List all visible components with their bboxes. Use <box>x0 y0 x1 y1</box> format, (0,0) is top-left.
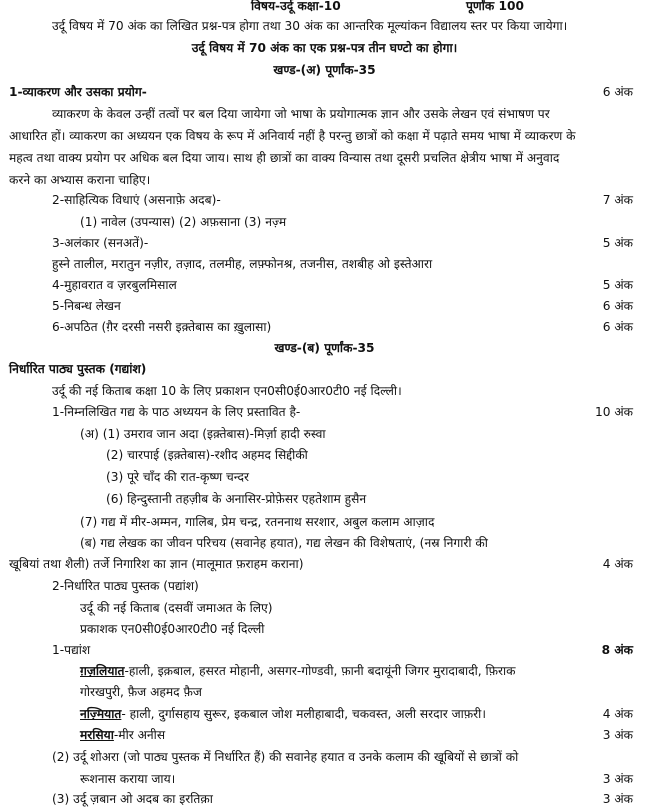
exam-note: उर्दू विषय में 70 अंक का एक प्रश्न-पत्र तीन घण्टो का होगा। <box>191 41 458 55</box>
prose-lesson-6: (6) हिन्दुस्तानी तहज़ीब के अनासिर-प्रोफ़ेसर एहतेशाम हुसैन <box>106 492 367 506</box>
essay-marks: 6 अंक <box>602 299 633 313</box>
grammar-para-line1: व्याकरण के केवल उन्हीं तत्वों पर बल दिया जायेगा जो भाषा के प्रयोगात्मक ज्ञान और उसके लेखन एवं संभाषण पर <box>52 107 550 121</box>
prose-writer-bio-line1: (ब) गद्य लेखक का जीवन परिचय (सवानेह हयात), गद्य लेखन की विशेषताएं, (नस्र निगारी की <box>80 536 488 550</box>
marsia-marks: 3 अंक <box>602 728 633 742</box>
poetry-book-line: उर्दू की नई किताब (दसवीं जमाअत के लिए) <box>80 601 273 615</box>
grammar-title: 1-व्याकरण और उसका प्रयोग- <box>9 85 147 99</box>
poetry-textbook-title: 2-निर्धारित पाठ्य पुस्तक (पद्यांश) <box>52 579 199 593</box>
prose-lesson-3: (3) पूरे चाँद की रात-कृष्ण चन्दर <box>106 470 249 484</box>
literary-genres-marks: 7 अंक <box>602 193 633 207</box>
ghazal-poets-line2: गोरखपुरी, फ़ैज अहमद फ़ैज <box>80 685 202 699</box>
nazm-marks: 4 अंक <box>602 707 633 721</box>
ghazal-poets-line1: -हाली, इक़बाल, हसरत मोहानी, असगर-गोण्डवी, फ़ानी बदायूंनी जिगर मुरादाबादी, फ़िराक <box>124 664 516 678</box>
figures-of-speech-marks: 5 अंक <box>602 236 633 250</box>
prose-textbook-title: निर्धारित पाठ्य पुस्तक (गद्यांश) <box>9 362 147 376</box>
marsia-poet: -मीर अनीस <box>113 728 166 742</box>
poets-bio-marks: 3 अंक <box>602 772 633 786</box>
unseen-passage-marks: 6 अंक <box>602 320 633 334</box>
poets-bio-line2: रूशनास कराया जाय। <box>80 772 176 786</box>
prose-lesson-1: (अ) (1) उमराव जान अदा (इक़्तेबास)-मिर्ज़ा हादी रुस्वा <box>80 427 326 441</box>
marsia-label: मरसिया <box>80 728 114 742</box>
grammar-para-line2: आधारित हों। व्याकरण का अध्ययन एक विषय के रूप में अनिवार्य नहीं है परन्तु छात्रों को कक्षा में पढ़ाते समय भाषा में व्याकरण के <box>9 129 576 143</box>
verse-marks: 8 अंक <box>601 643 633 657</box>
unseen-passage-title: 6-अपठित (ग़ैर दरसी नसरी इक़्तेबास का ख़ुलासा) <box>52 320 272 334</box>
literary-genres-list: (1) नावेल (उपन्यास) (2) अफ़साना (3) नज़्म <box>80 215 287 229</box>
poetry-publisher-line: प्रकाशक एन0सी0ई0आर0टी0 नई दिल्ली <box>80 622 265 636</box>
prose-lesson-7: (7) गद्य में मीर-अम्मन, गालिब, प्रेम चन्द्र, रतननाथ सरशार, अबुल कलाम आज़ाद <box>80 515 435 529</box>
section-b-title: खण्ड-(ब) पूर्णांक-35 <box>274 341 375 355</box>
idioms-title: 4-मुहावरात व ज़रबुलमिसाल <box>52 278 177 292</box>
idioms-marks: 5 अंक <box>602 278 633 292</box>
nazm-label: नज़्मियात <box>80 707 122 721</box>
figures-of-speech-title: 3-अलंकार (सनअतें)- <box>52 236 149 250</box>
poets-bio-line1: (2) उर्दू शोअरा (जो पाठ्य पुस्तक में निर्धारित हैं) की सवानेह हयात व उनके कलाम की खूबियों से छात्रों को <box>52 750 519 764</box>
literary-genres-title: 2-साहित्यिक विधाएं (असनाफ़े अदब)- <box>52 193 221 207</box>
nazm-poets: - हाली, दुर्गासहाय सुरूर, इकबाल जोश मलीहाबादी, चकवस्त, अली सरदार जाफ़री। <box>121 707 486 721</box>
essay-title: 5-निबन्ध लेखन <box>52 299 121 313</box>
intro-text: उर्दू विषय में 70 अंक का लिखित प्रश्न-पत्र होगा तथा 30 अंक का आन्तरिक मूल्यांकन विद्यालय स्तर पर किया जायेगा। <box>52 19 568 33</box>
language-evolution: (3) उर्दू ज़बान ओ अदब का इरतिक़ा <box>52 792 213 806</box>
prose-writer-bio-line2: खूबियां तथा शैली) तर्जे निगारिश का ज्ञान (मालूमात फ़राहम कराना) <box>9 557 304 571</box>
prose-lessons-title: 1-निम्नलिखित गद्य के पाठ अध्ययन के लिए प्रस्तावित है- <box>52 405 301 419</box>
verse-title: 1-पद्यांश <box>52 643 91 657</box>
language-evolution-marks: 3 अंक <box>602 792 633 806</box>
prose-lesson-2: (2) चारपाई (इक़्तेबास)-रशीद अहमद सिद्दीकी <box>106 448 308 462</box>
figures-of-speech-list: हुस्ने तालील, मरातुन नज़ीर, तज़ाद, तलमीह, लफ़्फोनश्र, तजनीस, तशबीह ओ इस्तेआरा <box>52 257 433 271</box>
ghazal-label: ग़ज़लियात <box>80 664 125 678</box>
prose-lessons-marks: 10 अंक <box>594 405 633 419</box>
prose-writer-bio-marks: 4 अंक <box>602 557 633 571</box>
grammar-marks: 6 अंक <box>602 85 633 99</box>
grammar-para-line3: महत्व तथा वाक्य प्रयोग पर अधिक बल दिया जाय। साथ ही छात्रों का वाक्य विन्यास तथा दूसरी प्रचलित क्षेत्रीय भाषा में अनुवाद <box>9 151 560 165</box>
section-a-title: खण्ड-(अ) पूर्णांक-35 <box>273 63 376 77</box>
prose-book-line: उर्दू की नई किताब कक्षा 10 के लिए प्रकाशन एन0सी0ई0आर0टी0 नई दिल्ली। <box>52 384 402 398</box>
total-marks: पूर्णांक 100 <box>466 0 524 13</box>
subject-class: विषय-उर्दू कक्षा-10 <box>251 0 341 13</box>
grammar-para-line4: करने का अभ्यास कराना चाहिए। <box>9 173 151 187</box>
